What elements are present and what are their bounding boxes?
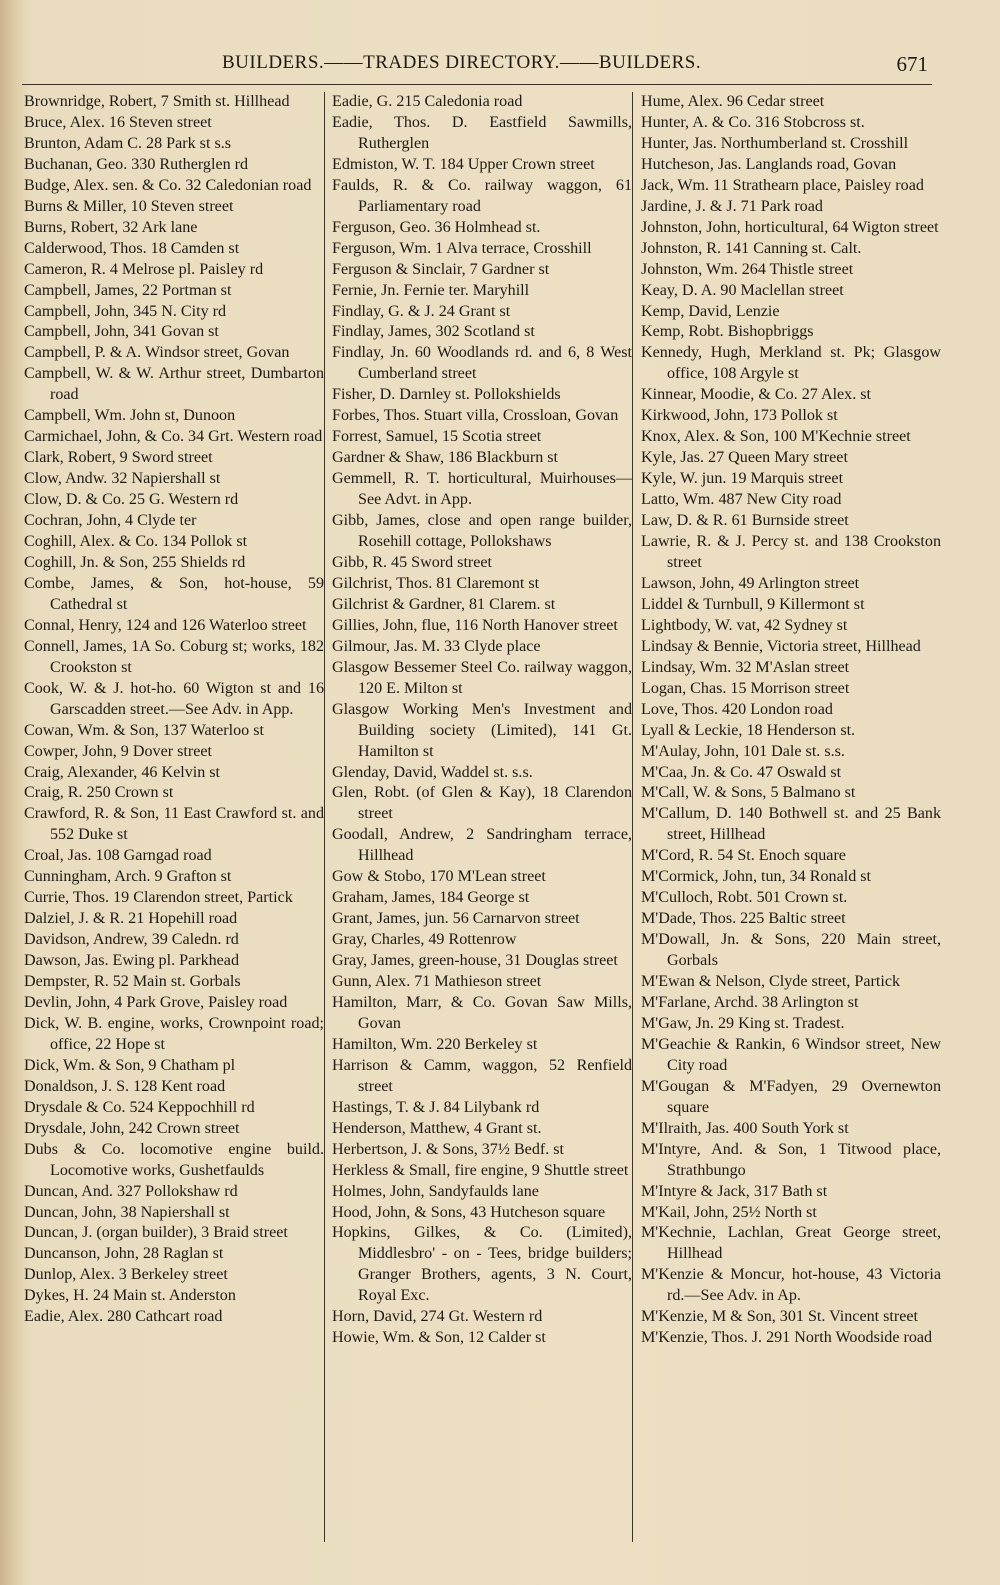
directory-entry: Dick, W. B. engine, works, Crownpoint road; office, 22 Hope st bbox=[24, 1014, 324, 1053]
directory-entry: Duncanson, John, 28 Raglan st bbox=[24, 1245, 224, 1263]
directory-entry: Hood, John, & Sons, 43 Hutcheson square bbox=[332, 1203, 606, 1221]
directory-entry: M'Intyre, And. & Son, 1 Titwood place, Strathbungo bbox=[641, 1140, 941, 1179]
directory-entry: Love, Thos. 420 London road bbox=[641, 700, 833, 718]
directory-entry: Cook, W. & J. hot-ho. 60 Wigton st and 16 Garscadden street.—See Adv. in App. bbox=[24, 679, 324, 718]
directory-entry: Burns, Robert, 32 Ark lane bbox=[24, 218, 198, 236]
directory-entry: Coghill, Alex. & Co. 134 Pollok st bbox=[24, 533, 248, 551]
directory-entry: Fisher, D. Darnley st. Pollokshields bbox=[332, 386, 561, 404]
directory-entry: Campbell, W. & W. Arthur street, Dumbarton road bbox=[24, 365, 324, 404]
directory-entry: M'Gougan & M'Fadyen, 29 Overnewton square bbox=[641, 1077, 941, 1116]
directory-entry: Clow, Andw. 32 Napiershall st bbox=[24, 470, 221, 488]
directory-entry: Howie, Wm. & Son, 12 Calder st bbox=[332, 1329, 546, 1347]
directory-entry: Lawrie, R. & J. Percy st. and 138 Crookston street bbox=[641, 533, 941, 571]
directory-entry: Latto, Wm. 487 New City road bbox=[641, 491, 842, 509]
directory-entry: Eadie, Alex. 280 Cathcart road bbox=[24, 1308, 223, 1326]
directory-entry: Cameron, R. 4 Melrose pl. Paisley rd bbox=[24, 260, 264, 278]
directory-entry: Law, D. & R. 61 Burnside street bbox=[641, 512, 849, 530]
directory-entry: Dunlop, Alex. 3 Berkeley street bbox=[24, 1266, 228, 1284]
directory-entry: Jack, Wm. 11 Strathearn place, Paisley road bbox=[641, 176, 924, 194]
directory-entry: Hunter, Jas. Northumberland st. Crosshill bbox=[641, 134, 909, 152]
directory-entry: Hume, Alex. 96 Cedar street bbox=[641, 93, 825, 110]
directory-entry: Burns & Miller, 10 Steven street bbox=[24, 197, 234, 215]
directory-entry: Kyle, W. jun. 19 Marquis street bbox=[641, 470, 844, 488]
directory-entry: Dalziel, J. & R. 21 Hopehill road bbox=[24, 910, 238, 928]
directory-entry: M'Kenzie & Moncur, hot-house, 43 Victoria rd.—See Adv. in Ap. bbox=[641, 1266, 941, 1305]
directory-entry: Keay, D. A. 90 Maclellan street bbox=[641, 281, 844, 299]
directory-entry: Dawson, Jas. Ewing pl. Parkhead bbox=[24, 952, 239, 970]
directory-entry: Lyall & Leckie, 18 Henderson st. bbox=[641, 721, 856, 739]
directory-entry: Clow, D. & Co. 25 G. Western rd bbox=[24, 491, 239, 509]
directory-entry: Connal, Henry, 124 and 126 Waterloo street bbox=[24, 616, 307, 634]
directory-entry: M'Dowall, Jn. & Sons, 220 Main street, Gorbals bbox=[641, 931, 941, 970]
directory-entry: Hastings, T. & J. 84 Lilybank rd bbox=[332, 1098, 540, 1116]
directory-entry: Kemp, David, Lenzie bbox=[641, 302, 780, 320]
directory-entry: Johnston, Wm. 264 Thistle street bbox=[641, 260, 854, 278]
directory-entry: Goodall, Andrew, 2 Sandringham terrace, Hillhead bbox=[332, 826, 632, 865]
directory-entry: Cowan, Wm. & Son, 137 Waterloo st bbox=[24, 721, 264, 739]
directory-entry: Eadie, Thos. D. Eastfield Sawmills, Rutherglen bbox=[332, 113, 632, 152]
directory-entry: Gillies, John, flue, 116 North Hanover street bbox=[332, 616, 618, 634]
directory-entry: Cochran, John, 4 Clyde ter bbox=[24, 512, 197, 530]
directory-entry: Donaldson, J. S. 128 Kent road bbox=[24, 1077, 226, 1095]
directory-entry: Bruce, Alex. 16 Steven street bbox=[24, 113, 212, 131]
directory-entry: Drysdale, John, 242 Crown street bbox=[24, 1119, 240, 1137]
page-number: 671 bbox=[896, 52, 928, 76]
directory-entry: Kinnear, Moodie, & Co. 27 Alex. st bbox=[641, 386, 872, 404]
column-divider bbox=[632, 92, 633, 1542]
directory-entry: Duncan, John, 38 Napiershall st bbox=[24, 1203, 230, 1221]
directory-entry: Knox, Alex. & Son, 100 M'Kechnie street bbox=[641, 428, 911, 446]
directory-entry: Gibb, James, close and open range builder, Rosehill cottage, Pollokshaws bbox=[332, 512, 632, 551]
directory-entry: Kennedy, Hugh, Merkland st. Pk; Glasgow office, 108 Argyle st bbox=[641, 344, 941, 383]
column-divider bbox=[324, 92, 325, 1542]
directory-entry: Holmes, John, Sandyfaulds lane bbox=[332, 1182, 539, 1200]
directory-entry: Dykes, H. 24 Main st. Anderston bbox=[24, 1287, 236, 1305]
directory-entry: Crawford, R. & Son, 11 East Crawford st. and 552 Duke st bbox=[24, 805, 324, 844]
directory-entry: M'Dade, Thos. 225 Baltic street bbox=[641, 910, 846, 928]
directory-entry: Edmiston, W. T. 184 Upper Crown street bbox=[332, 155, 595, 173]
column-1 bbox=[24, 92, 324, 1328]
directory-entry: Liddel & Turnbull, 9 Killermont st bbox=[641, 595, 865, 613]
directory-entry: M'Intyre & Jack, 317 Bath st bbox=[641, 1182, 828, 1200]
directory-entry: Coghill, Jn. & Son, 255 Shields rd bbox=[24, 553, 246, 571]
directory-entry: Duncan, And. 327 Pollokshaw rd bbox=[24, 1182, 238, 1200]
directory-entry: Johnston, John, horticultural, 64 Wigton street bbox=[641, 218, 939, 236]
page-header bbox=[0, 52, 1000, 82]
directory-entry: Currie, Thos. 19 Clarendon street, Partick bbox=[24, 889, 293, 907]
directory-entry: Dubs & Co. locomotive engine build. Locomotive works, Gushetfaulds bbox=[24, 1140, 324, 1179]
directory-entry: Henderson, Matthew, 4 Grant st. bbox=[332, 1119, 542, 1137]
directory-entry: Kirkwood, John, 173 Pollok st bbox=[641, 407, 838, 425]
directory-entry: Hunter, A. & Co. 316 Stobcross st. bbox=[641, 113, 865, 131]
directory-entry: Gemmell, R. T. horticultural, Muirhouses—See Advt. in App. bbox=[332, 470, 632, 509]
running-title: BUILDERS.——TRADES DIRECTORY.——BUILDERS. bbox=[222, 52, 702, 73]
directory-entry: Brownridge, Robert, 7 Smith st. Hillhead bbox=[24, 93, 290, 110]
directory-entry: Duncan, J. (organ builder), 3 Braid street bbox=[24, 1224, 288, 1242]
directory-entry: Gow & Stobo, 170 M'Lean street bbox=[332, 868, 546, 886]
directory-entry: Kyle, Jas. 27 Queen Mary street bbox=[641, 449, 848, 467]
directory-entry: Logan, Chas. 15 Morrison street bbox=[641, 679, 850, 697]
directory-entry: Graham, James, 184 George st bbox=[332, 889, 530, 907]
directory-entry: Croal, Jas. 108 Garngad road bbox=[24, 847, 212, 865]
directory-entry: Grant, James, jun. 56 Carnarvon street bbox=[332, 910, 580, 928]
header-rule bbox=[22, 84, 932, 85]
directory-entry: Hopkins, Gilkes, & Co. (Limited), Middlesbro' - on - Tees, bridge builders; Granger Brothers, agents, 3 N. Court, Royal Exc. bbox=[332, 1224, 632, 1305]
directory-entry: M'Cormick, John, tun, 34 Ronald st bbox=[641, 868, 872, 886]
directory-entry: Gilchrist & Gardner, 81 Clarem. st bbox=[332, 595, 556, 613]
directory-entry: Glasgow Bessemer Steel Co. railway waggon, 120 E. Milton st bbox=[332, 658, 632, 697]
directory-entry: M'Ewan & Nelson, Clyde street, Partick bbox=[641, 973, 901, 991]
directory-entry: Glenday, David, Waddel st. s.s. bbox=[332, 763, 533, 781]
directory-entry: Horn, David, 274 Gt. Western rd bbox=[332, 1308, 543, 1326]
directory-entry: Combe, James, & Son, hot-house, 59 Cathedral st bbox=[24, 574, 324, 613]
directory-entry: Campbell, Wm. John st, Dunoon bbox=[24, 407, 236, 425]
directory-entry: Ferguson, Wm. 1 Alva terrace, Crosshill bbox=[332, 239, 592, 257]
directory-entry: Herbertson, J. & Sons, 37½ Bedf. st bbox=[332, 1140, 565, 1158]
directory-entry: M'Cord, R. 54 St. Enoch square bbox=[641, 847, 846, 865]
directory-entry: M'Ilraith, Jas. 400 South York st bbox=[641, 1119, 849, 1137]
directory-entry: Hutcheson, Jas. Langlands road, Govan bbox=[641, 155, 897, 173]
directory-entry: Gunn, Alex. 71 Mathieson street bbox=[332, 973, 542, 991]
directory-entry: Herkless & Small, fire engine, 9 Shuttle street bbox=[332, 1161, 629, 1179]
directory-entry: Buchanan, Geo. 330 Rutherglen rd bbox=[24, 155, 249, 173]
directory-entry: Findlay, James, 302 Scotland st bbox=[332, 323, 535, 341]
directory-entry: Devlin, John, 4 Park Grove, Paisley road bbox=[24, 993, 288, 1011]
directory-entry: Faulds, R. & Co. railway waggon, 61 Parliamentary road bbox=[332, 176, 632, 215]
directory-entry: Glen, Robt. (of Glen & Kay), 18 Clarendon street bbox=[332, 784, 632, 823]
directory-entry: Craig, Alexander, 46 Kelvin st bbox=[24, 763, 221, 781]
directory-entry: Cunningham, Arch. 9 Grafton st bbox=[24, 868, 232, 886]
directory-entry: Ferguson & Sinclair, 7 Gardner st bbox=[332, 260, 550, 278]
directory-entry: M'Call, W. & Sons, 5 Balmano st bbox=[641, 784, 856, 802]
directory-entry: Campbell, John, 341 Govan st bbox=[24, 323, 219, 341]
directory-entry: M'Caa, Jn. & Co. 47 Oswald st bbox=[641, 763, 842, 781]
directory-entry: Eadie, G. 215 Caledonia road bbox=[332, 93, 523, 110]
directory-entry: Lindsay & Bennie, Victoria street, Hillhead bbox=[641, 637, 921, 655]
directory-entry: M'Kenzie, Thos. J. 291 North Woodside road bbox=[641, 1329, 933, 1347]
directory-entry: Gilchrist, Thos. 81 Claremont st bbox=[332, 574, 540, 592]
directory-entry: Clark, Robert, 9 Sword street bbox=[24, 449, 213, 467]
directory-entry: Brunton, Adam C. 28 Park st s.s bbox=[24, 134, 231, 152]
directory-entry: Budge, Alex. sen. & Co. 32 Caledonian road bbox=[24, 176, 312, 194]
directory-entry: Davidson, Andrew, 39 Caledn. rd bbox=[24, 931, 239, 949]
directory-entry: M'Kechnie, Lachlan, Great George street, Hillhead bbox=[641, 1224, 941, 1263]
directory-entry: Glasgow Working Men's Investment and Building society (Limited), 141 Gt. Hamilton st bbox=[332, 700, 632, 760]
directory-entry: Forrest, Samuel, 15 Scotia street bbox=[332, 428, 542, 446]
directory-entry: Dick, Wm. & Son, 9 Chatham pl bbox=[24, 1056, 236, 1074]
directory-entry: Gray, Charles, 49 Rottenrow bbox=[332, 931, 517, 949]
directory-entry: Hamilton, Wm. 220 Berkeley st bbox=[332, 1035, 538, 1053]
directory-entry: Gibb, R. 45 Sword street bbox=[332, 553, 493, 571]
directory-entry: Gardner & Shaw, 186 Blackburn st bbox=[332, 449, 559, 467]
directory-entry: Lindsay, Wm. 32 M'Aslan street bbox=[641, 658, 850, 676]
directory-entry: Findlay, G. & J. 24 Grant st bbox=[332, 302, 511, 320]
directory-entry: M'Kail, John, 25½ North st bbox=[641, 1203, 817, 1221]
directory-entry: Jardine, J. & J. 71 Park road bbox=[641, 197, 823, 215]
directory-entry: Carmichael, John, & Co. 34 Grt. Western road bbox=[24, 428, 323, 446]
directory-entry: Craig, R. 250 Crown st bbox=[24, 784, 174, 802]
directory-entry: Calderwood, Thos. 18 Camden st bbox=[24, 239, 240, 257]
directory-entry: Lightbody, W. vat, 42 Sydney st bbox=[641, 616, 848, 634]
column-3 bbox=[641, 92, 941, 1349]
directory-entry: Lawson, John, 49 Arlington street bbox=[641, 574, 860, 592]
directory-entry: Gray, James, green-house, 31 Douglas street bbox=[332, 952, 618, 970]
directory-entry: Johnston, R. 141 Canning st. Calt. bbox=[641, 239, 862, 257]
directory-entry: Campbell, P. & A. Windsor street, Govan bbox=[24, 344, 290, 362]
directory-entry: Findlay, Jn. 60 Woodlands rd. and 6, 8 West Cumberland street bbox=[332, 344, 632, 383]
directory-entry: M'Gaw, Jn. 29 King st. Tradest. bbox=[641, 1014, 845, 1032]
directory-entry: Connell, James, 1A So. Coburg st; works, 182 Crookston st bbox=[24, 637, 324, 676]
directory-entry: M'Culloch, Robt. 501 Crown st. bbox=[641, 889, 848, 907]
directory-entry: Campbell, James, 22 Portman st bbox=[24, 281, 232, 299]
directory-entry: Cowper, John, 9 Dover street bbox=[24, 742, 212, 760]
directory-entry: M'Farlane, Archd. 38 Arlington st bbox=[641, 993, 859, 1011]
directory-entry: Hamilton, Marr, & Co. Govan Saw Mills, Govan bbox=[332, 993, 632, 1032]
directory-entry: Forbes, Thos. Stuart villa, Crossloan, Govan bbox=[332, 407, 619, 425]
directory-entry: M'Callum, D. 140 Bothwell st. and 25 Bank street, Hillhead bbox=[641, 805, 941, 844]
directory-entry: Harrison & Camm, waggon, 52 Renfield street bbox=[332, 1056, 632, 1095]
directory-entry: Dempster, R. 52 Main st. Gorbals bbox=[24, 973, 241, 991]
directory-entry: Kemp, Robt. Bishopbriggs bbox=[641, 323, 814, 341]
directory-entry: M'Geachie & Rankin, 6 Windsor street, New City road bbox=[641, 1035, 941, 1074]
column-2 bbox=[332, 92, 632, 1349]
directory-entry: Campbell, John, 345 N. City rd bbox=[24, 302, 227, 320]
directory-entry: Fernie, Jn. Fernie ter. Maryhill bbox=[332, 281, 530, 299]
directory-entry: Drysdale & Co. 524 Keppochhill rd bbox=[24, 1098, 255, 1116]
directory-entry: Ferguson, Geo. 36 Holmhead st. bbox=[332, 218, 541, 236]
directory-entry: M'Aulay, John, 101 Dale st. s.s. bbox=[641, 742, 845, 760]
directory-entry: Gilmour, Jas. M. 33 Clyde place bbox=[332, 637, 541, 655]
directory-entry: M'Kenzie, M & Son, 301 St. Vincent street bbox=[641, 1308, 918, 1326]
